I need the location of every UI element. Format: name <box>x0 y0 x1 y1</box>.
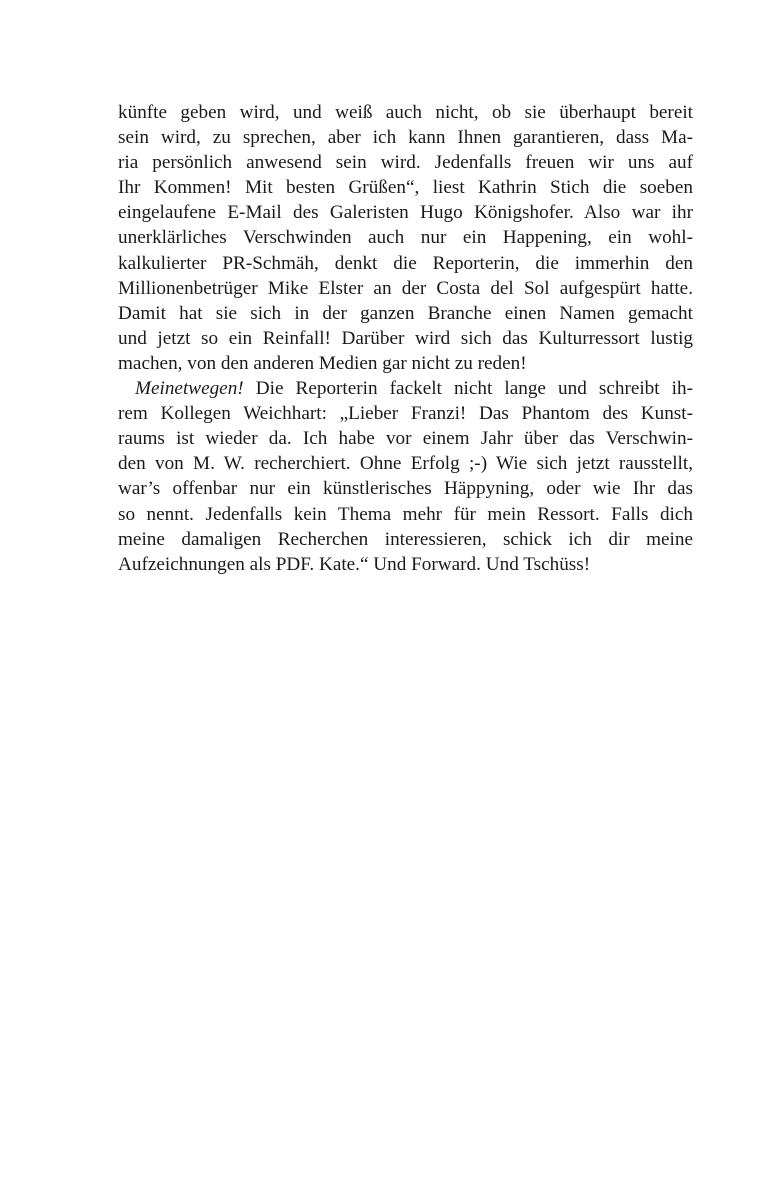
text-line: ria persönlich anwesend sein wird. Jedenfalls freuen wir uns auf <box>118 152 693 174</box>
book-page-text <box>118 100 693 577</box>
text-line: raums ist wieder da. Ich habe vor einem Jahr über das Verschwin- <box>118 428 693 450</box>
paragraph-1 <box>118 100 693 376</box>
text-line: kalkulierter PR-Schmäh, denkt die Reporterin, die immerhin den <box>118 252 693 274</box>
text-line: unerklärliches Verschwinden auch nur ein Happening, ein wohl- <box>118 227 693 249</box>
text-line: Damit hat sie sich in der ganzen Branche einen Namen gemacht <box>118 302 693 324</box>
text-line-rest: Die Reporterin fackelt nicht lange und schreibt ih- <box>243 378 693 400</box>
text-line: meine damaligen Recherchen interessieren, schick ich dir meine <box>118 528 693 550</box>
text-line: rem Kollegen Weichhart: „Lieber Franzi! Das Phantom des Kunst- <box>118 403 693 425</box>
text-line: den von M. W. recherchiert. Ohne Erfolg ;-) Wie sich jetzt rausstellt, <box>118 453 693 475</box>
italic-emphasis: Meinetwegen! <box>135 378 244 400</box>
text-line: Millionenbetrüger Mike Elster an der Costa del Sol aufgespürt hatte. <box>118 277 693 299</box>
text-line: machen, von den anderen Medien gar nicht zu reden! <box>118 352 527 374</box>
text-line: war’s offenbar nur ein künstlerisches Häppyning, oder wie Ihr das <box>118 478 693 500</box>
paragraph-2 <box>118 376 693 577</box>
text-line: Aufzeichnungen als PDF. Kate.“ Und Forward. Und Tschüss! <box>118 553 591 575</box>
text-line: und jetzt so ein Reinfall! Darüber wird sich das Kulturressort lustig <box>118 327 693 349</box>
text-line: Ihr Kommen! Mit besten Grüßen“, liest Kathrin Stich die soeben <box>118 177 693 199</box>
text-line: eingelaufene E-Mail des Galeristen Hugo Königshofer. Also war ihr <box>118 202 693 224</box>
text-line: so nennt. Jedenfalls kein Thema mehr für mein Ressort. Falls dich <box>118 503 693 525</box>
text-line: sein wird, zu sprechen, aber ich kann Ihnen garantieren, dass Ma- <box>118 127 693 149</box>
text-line: künfte geben wird, und weiß auch nicht, ob sie überhaupt bereit <box>118 102 693 123</box>
text-line-first <box>118 376 693 401</box>
